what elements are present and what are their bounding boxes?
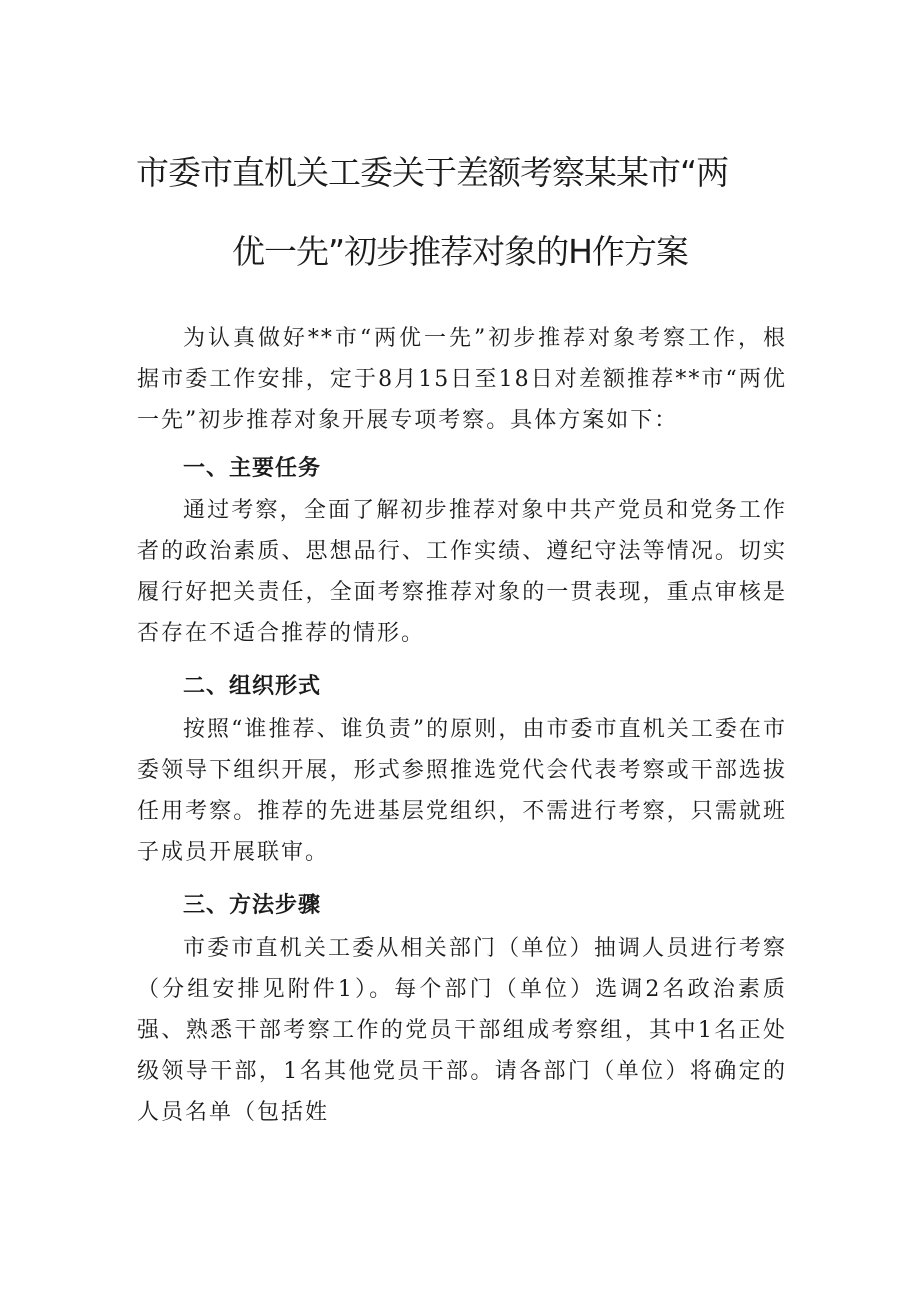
section-heading-organization: 二、组织形式 (183, 674, 322, 699)
section-heading-steps: 三、方法步骤 (183, 893, 322, 918)
document-title-line-2: 优一先”初步推荐对象的H作方案 (232, 232, 688, 271)
section-paragraph-steps: 市委市直机关工委从相关部门（单位）抽调人员进行考察（分组安排见附件1）。每个部门（单位）选调2名政治素质强、熟悉干部考察工作的党员干部组成考察组，其中1名正处级领导干部，1名其他党员干部。请各部门（单位）将确定的人员名单（包括姓 (137, 936, 787, 1125)
section-paragraph-tasks: 通过考察，全面了解初步推荐对象中共产党员和党务工作者的政治素质、思想品行、工作实绩、遵纪守法等情况。切实履行好把关责任，全面考察推荐对象的一贯表现，重点审核是否存在不适合推荐的情形。 (137, 498, 787, 646)
document-title-line-1: 市委市直机关工委关于差额考察某某市“两 (136, 153, 729, 192)
section-heading-tasks: 一、主要任务 (183, 456, 322, 481)
intro-paragraph: 为认真做好**市“两优一先”初步推荐对象考察工作，根据市委工作安排，定于8月15日至18日对差额推荐**市“两优一先”初步推荐对象开展专项考察。具体方案如下： (137, 326, 787, 433)
section-paragraph-organization: 按照“谁推荐、谁负责”的原则，由市委市直机关工委在市委领导下组织开展，形式参照推选党代会代表考察或干部选拔任用考察。推荐的先进基层党组织，不需进行考察，只需就班子成员开展联审。 (137, 717, 787, 865)
